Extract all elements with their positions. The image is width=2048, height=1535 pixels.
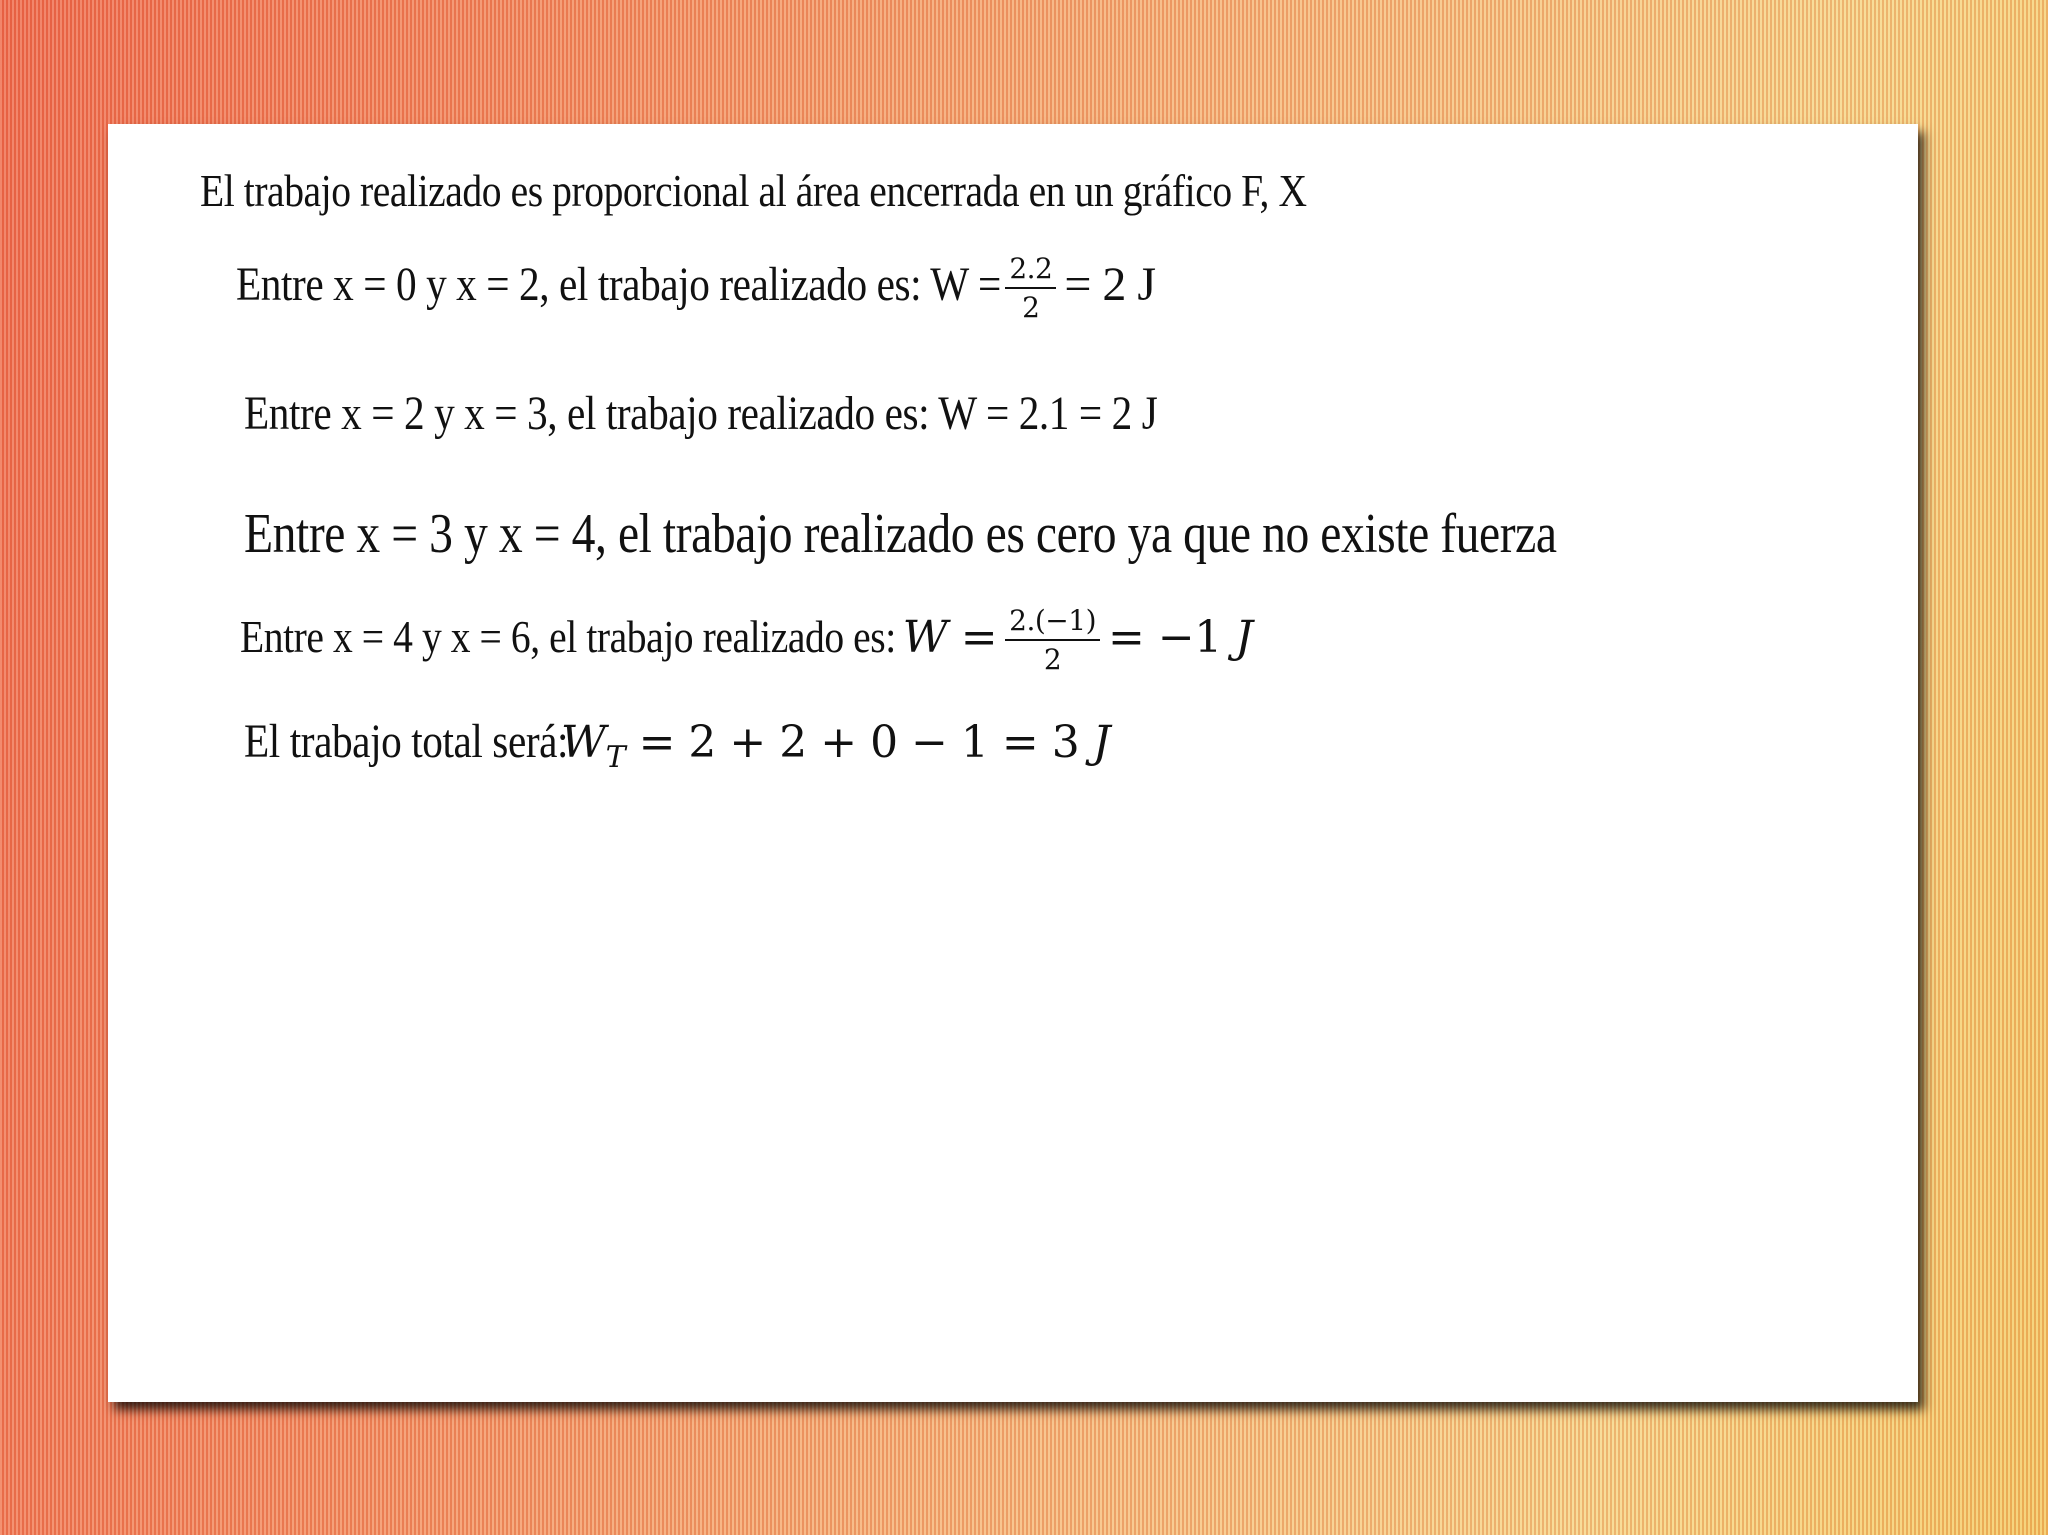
fraction-numerator: 2.(−1)	[1005, 606, 1100, 641]
work-line-4-6-text: Entre x = 4 y x = 6, el trabajo realizado es:	[240, 611, 896, 663]
work-line-4-6	[240, 606, 1252, 676]
work-line-2-3	[244, 386, 1306, 441]
work-line-2-3-text: Entre x = 2 y x = 3, el trabajo realizado es: W = 2.1 = 2 J	[244, 387, 1158, 440]
equals-sign: =	[947, 612, 998, 664]
total-subscript: T	[605, 740, 626, 775]
total-work-label: El trabajo total será:	[244, 715, 569, 768]
fraction-2-neg1-over-2	[1005, 606, 1100, 676]
total-work-expression: = 2 + 2 + 0 − 1 = 3	[625, 717, 1093, 768]
joule-unit: J	[1092, 717, 1110, 768]
work-line-4-6-result: = −1	[1108, 612, 1236, 664]
slide-card	[108, 124, 1918, 1402]
fraction-denominator: 2	[1022, 290, 1040, 324]
fraction-2-2-over-2	[1005, 254, 1056, 324]
work-line-4-6-math	[902, 604, 1253, 676]
fraction-numerator: 2.2	[1005, 254, 1056, 289]
slide-heading: El trabajo realizado es proporcional al área encerrada en un gráfico F, X	[200, 165, 1307, 216]
work-line-0-2	[236, 254, 1156, 324]
fraction-denominator: 2	[1043, 642, 1062, 676]
total-work-line	[244, 714, 1110, 775]
joule-unit: J	[1235, 612, 1253, 664]
work-line-0-2-result: = 2 J	[1064, 257, 1156, 311]
total-work-variable: W	[560, 717, 606, 768]
work-variable: W	[902, 612, 948, 664]
total-work-math	[560, 717, 1110, 775]
work-line-0-2-text: Entre x = 0 y x = 2, el trabajo realizado es: W =	[236, 257, 1001, 311]
work-line-3-4: Entre x = 3 y x = 4, el trabajo realizado es cero ya que no existe fuerza	[244, 503, 1557, 565]
